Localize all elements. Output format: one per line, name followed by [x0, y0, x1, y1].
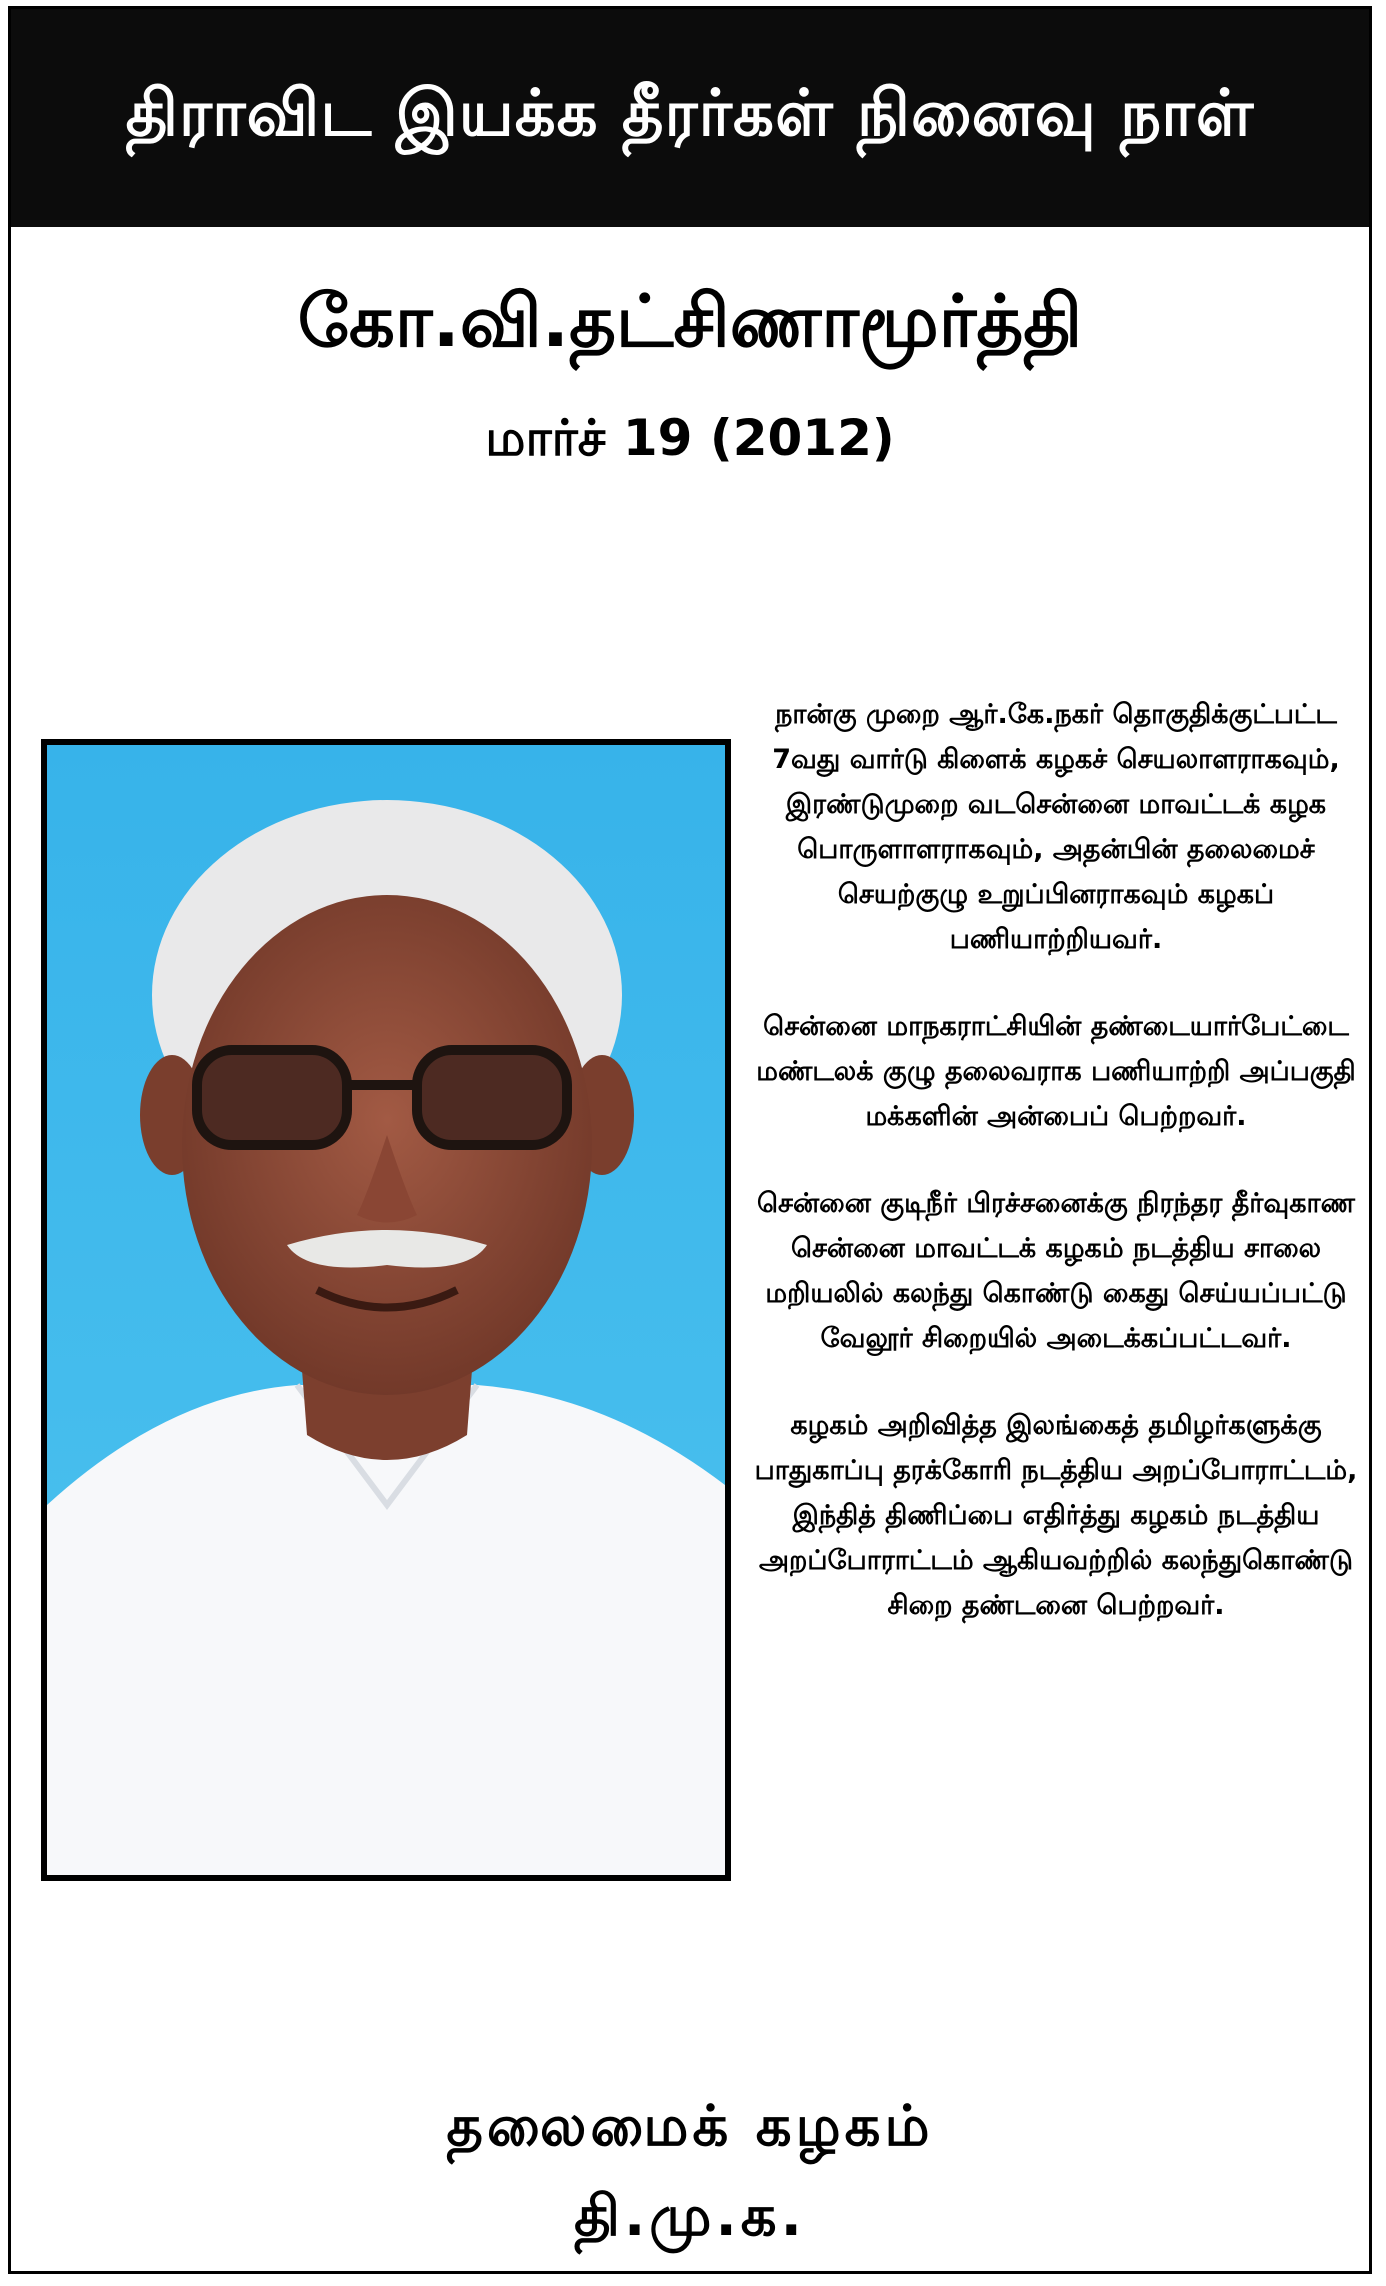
bio-paragraph: கழகம் அறிவித்த இலங்கைத் தமிழர்களுக்கு பாதுகாப்பு தரக்கோரி நடத்திய அறப்போராட்டம், இந்தித் திணிப்பை எதிர்த்து கழகம் நடத்திய அறப்போராட்டம் ஆகியவற்றில் கலந்துகொண்டு சிறை தண்டனை பெற்றவர்.: [754, 1410, 1358, 1621]
memorial-date: மார்ச் 19 (2012): [485, 409, 895, 467]
header-banner: [11, 9, 1369, 227]
footer-organization: தலைமைக் கழகம்: [446, 2094, 934, 2159]
memorial-card: [8, 6, 1372, 2274]
footer-party: தி.மு.க.: [574, 2184, 806, 2249]
banner-title: திராவிட இயக்க தீரர்கள் நினைவு நாள்: [125, 77, 1255, 151]
bio-paragraph: சென்னை மாநகராட்சியின் தண்டையார்பேட்டை மண்டலக் குழு தலைவராக பணியாற்றி அப்பகுதி மக்களின் அன்பைப் பெற்றவர்.: [756, 1011, 1356, 1132]
portrait-illustration: [47, 745, 725, 1875]
biography: [751, 692, 1361, 1670]
portrait-photo: [41, 739, 731, 1881]
bio-paragraph: சென்னை குடிநீர் பிரச்சனைக்கு நிரந்தர தீர்வுகாண சென்னை மாவட்டக் கழகம் நடத்திய சாலை மறியலில் கலந்து கொண்டு கைது செய்யப்பட்டு வேலூர் சிறையில் அடைக்கப்பட்டவர்.: [757, 1188, 1355, 1354]
bio-paragraph: நான்கு முறை ஆர்.கே.நகர் தொகுதிக்குட்பட்ட 7வது வார்டு கிளைக் கழகச் செயலாளராகவும், இரண்டுமுறை வடசென்னை மாவட்டக் கழக பொருளாளராகவும், அதன்பின் தலைமைச் செயற்குழு உறுப்பினராகவும் கழகப் பணியாற்றியவர்.: [772, 699, 1340, 955]
person-name: கோ.வி.தட்சிணாமூர்த்தி: [297, 279, 1083, 363]
